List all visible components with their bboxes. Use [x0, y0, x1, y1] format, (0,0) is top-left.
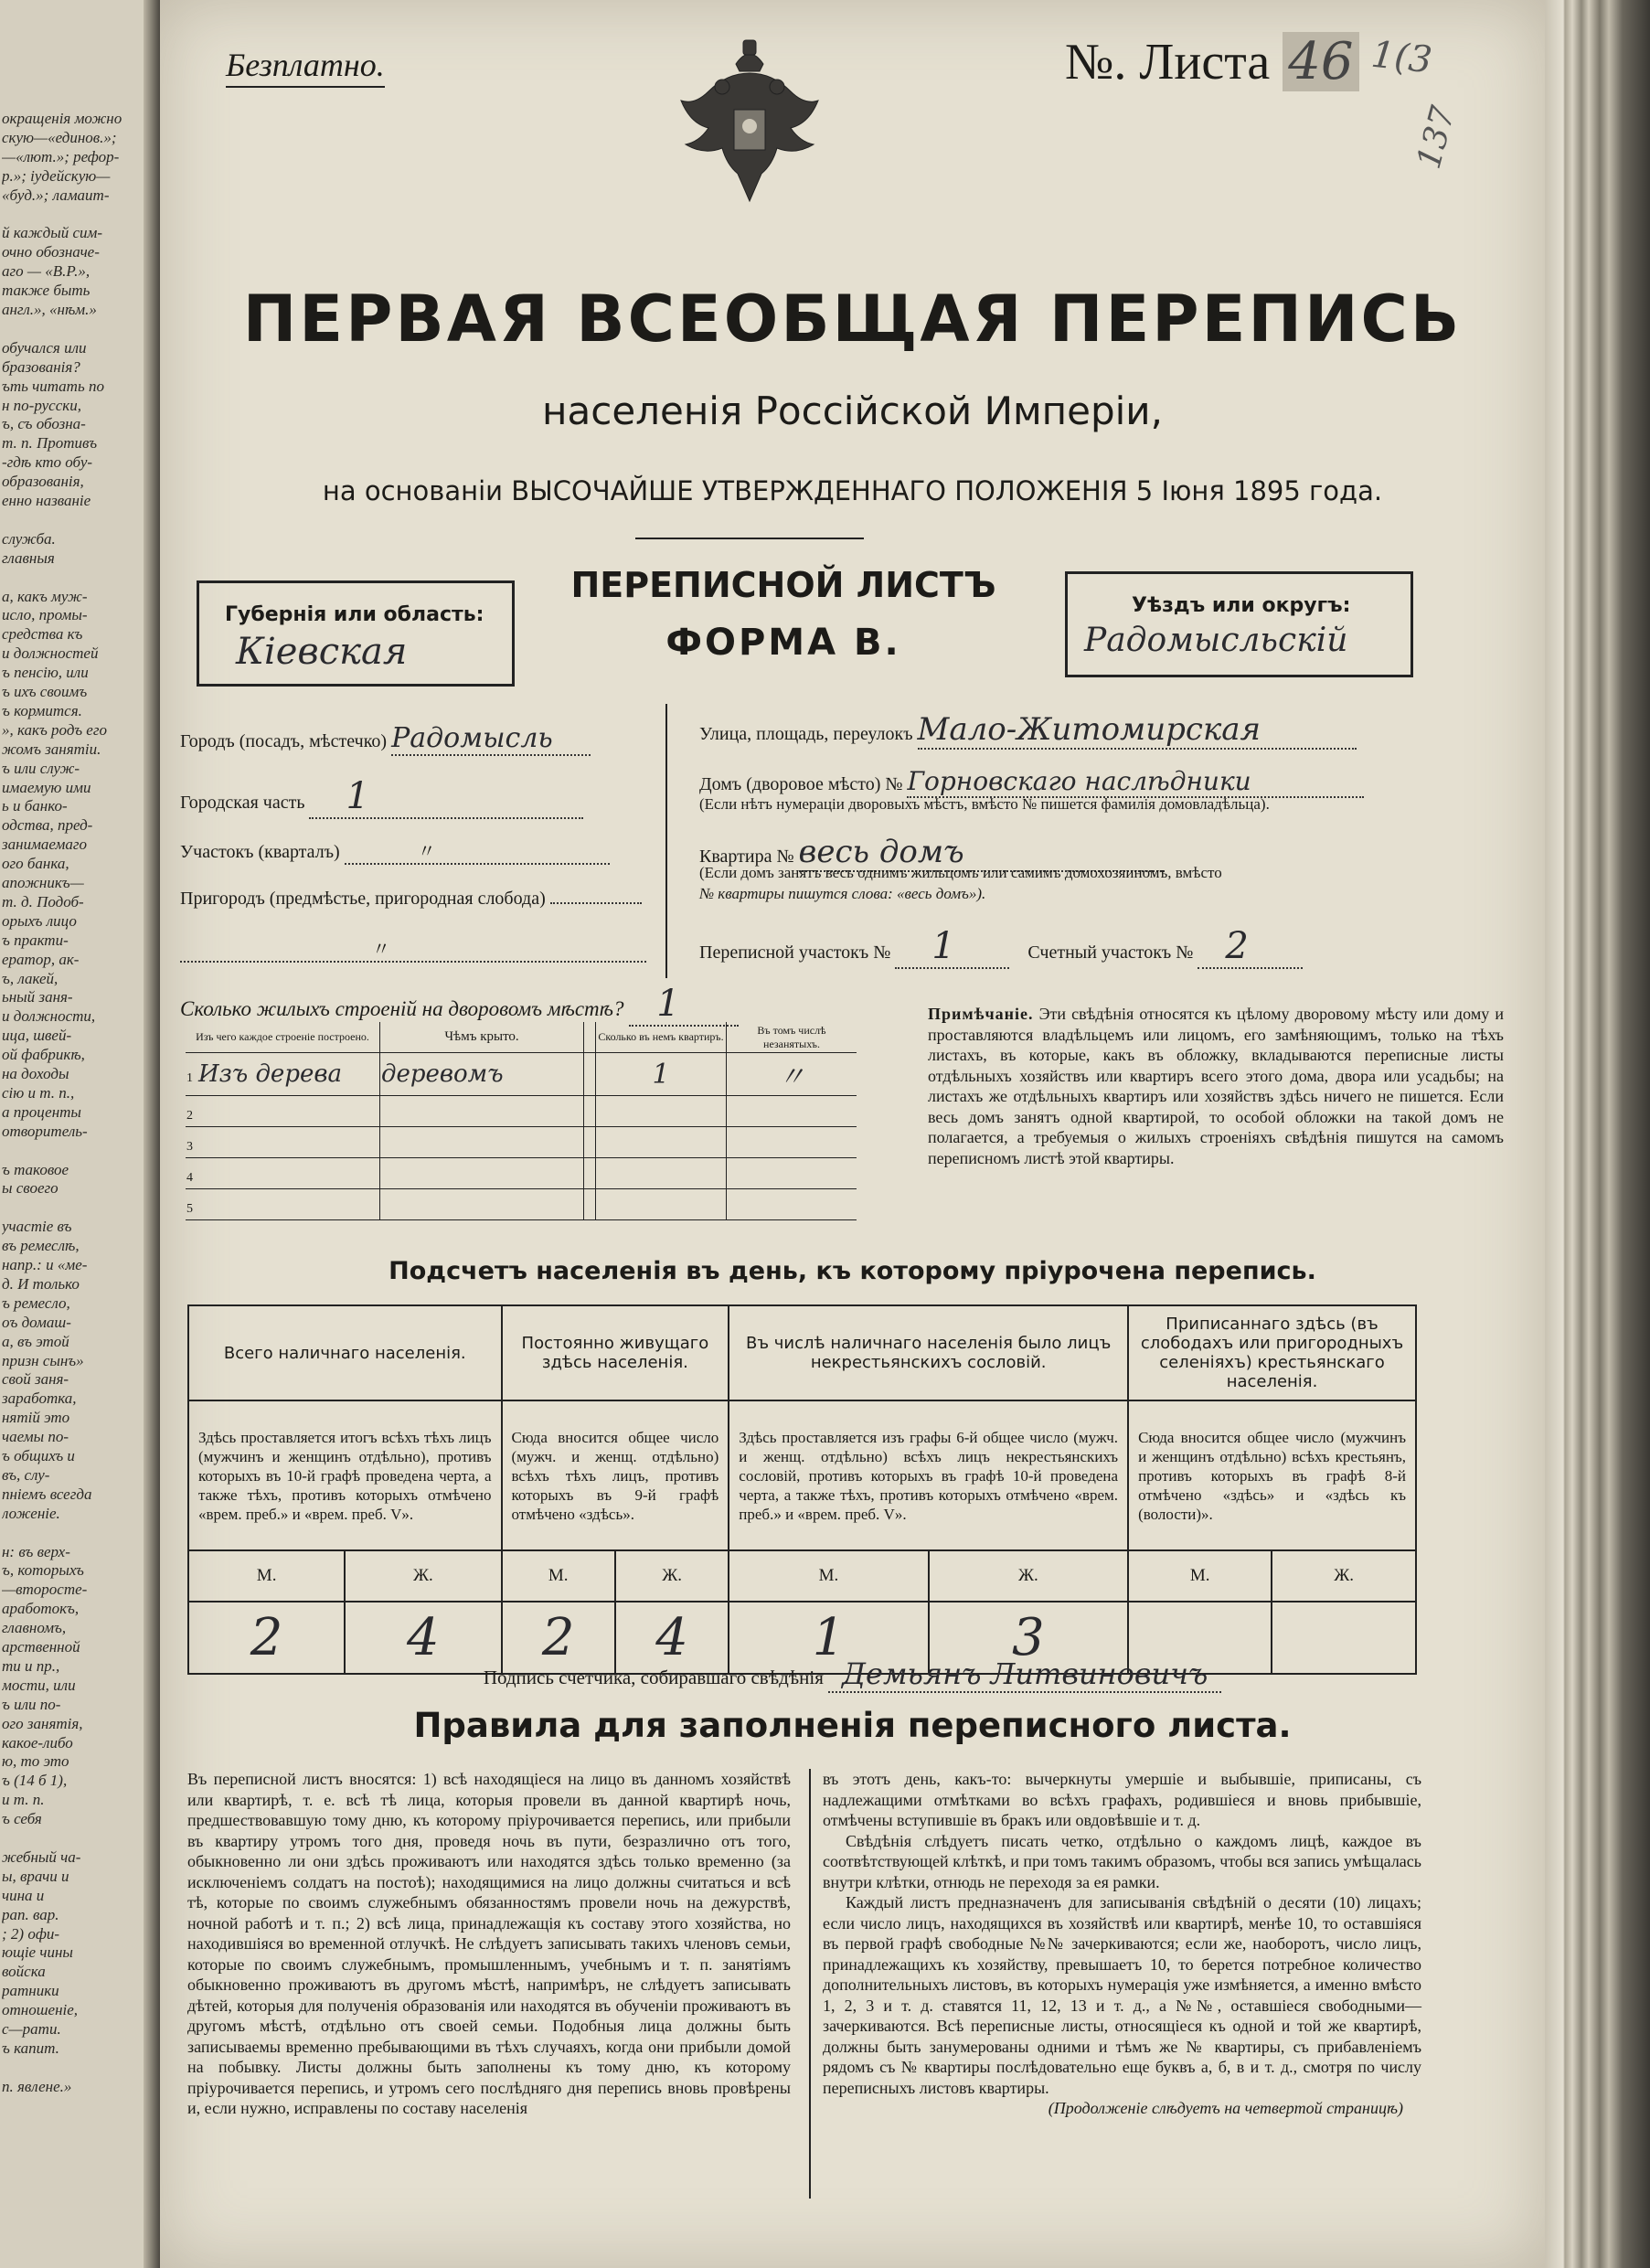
suburb-value: 〃: [372, 940, 390, 960]
building-roof-value: деревомъ: [381, 1060, 504, 1088]
count-column-head: Постоянно живущаго здѣсь населенія.: [502, 1305, 729, 1400]
building-flats: [596, 1158, 727, 1189]
left-page-line: й каждый сим-: [2, 224, 103, 242]
spacer: [584, 1189, 596, 1220]
left-page-line: р.»; іудейскую—: [2, 166, 111, 185]
male-count: 1: [729, 1602, 928, 1674]
house-note: (Если нѣтъ нумераціи дворовыхъ мѣстъ, вмѣсто № пишется фамилія домовладѣльца).: [699, 795, 1270, 813]
left-page-line: д. И только: [2, 1274, 80, 1293]
count-column-head: Всего наличнаго населенія.: [188, 1305, 502, 1400]
left-page-line: участіе въ: [2, 1218, 72, 1236]
uezd-box: [1065, 571, 1413, 677]
col-empty: Въ томъ числѣ незанятыхъ.: [727, 1022, 857, 1053]
left-page-line: свой заня-: [2, 1370, 69, 1389]
left-page-line: и должностей: [2, 644, 99, 663]
left-page-line: ющіе чины: [2, 1943, 73, 1962]
gubernia-box: [197, 580, 515, 687]
building-number-and-material: [186, 1189, 380, 1220]
signature-row: [160, 1656, 1545, 1693]
left-page-line: главныя: [2, 548, 55, 567]
left-page-line: какое-либо: [2, 1733, 73, 1752]
census-district-value: 1: [931, 925, 955, 967]
left-page-line: главномъ,: [2, 1619, 67, 1637]
left-page-line: ъ (14 б 1),: [2, 1772, 68, 1790]
rules-col1-text: Въ переписной листъ вносятся: 1) всѣ находящіеся на лицо въ данномъ хозяйствѣ или квартирѣ, т. е. всѣ тѣ лица, которыя провели въ данной квартирѣ ночь, предшествовавшую тому дню, къ которому пріурочивается перепись, или прибыли въ квартиру утромъ того дня, проведя ночь въ пути, безразлично отъ того, обыкновенно ли они здѣсь проживаютъ или находятся здѣсь только временно (за исключеніемъ солдатъ на постоѣ); находящимися на лицо должны считаться и всѣ тѣ, которые по своимъ служебнымъ обязанностямъ провели ночь на дежурствѣ, ночной работѣ и т. п.; 2) всѣ лица, принадлежащія къ составу этого хозяйства, но находившіяся во временной отлучкѣ. Не слѣдуетъ записывать такихъ членовъ семьи, которые по своимъ служебнымъ, промышленнымъ, учебнымъ и т. п. занятіямъ обыкновенно проживаютъ въ другомъ мѣстѣ, напримѣръ, не слѣдуетъ записывать дѣтей, которыя для полученія образованія или находятся въ обученіи проживаютъ въ другомъ мѣстѣ, отдѣльно отъ своей семьи. Подобныя лица должны быть записываемы временно пребывающими въ тѣхъ случаяхъ, когда они прибыли домой на побывку. Листы должны быть заполнены къ тому дню, къ которому пріурочивается перепись, и утромъ сего послѣдняго дня перепись вновь провѣрены и, если нужно, исправлены по составу населенія: [187, 1770, 791, 2117]
building-roof: [380, 1189, 584, 1220]
left-page-line: окращенія можно: [2, 110, 122, 127]
left-page-line: чаемы по-: [2, 1428, 69, 1446]
city-row: [180, 722, 591, 756]
signature-label: Подпись счетчика, собиравшаго свѣдѣнія: [483, 1666, 824, 1688]
counting-district-value: 2: [1225, 925, 1249, 967]
left-page-line: ъть читать по: [2, 377, 104, 395]
section-row: [180, 836, 610, 865]
spacer: [584, 1096, 596, 1127]
left-page-line: въ ремеслѣ,: [2, 1237, 80, 1255]
female-count: 3: [929, 1602, 1128, 1674]
left-page-line: мости, или: [2, 1676, 76, 1694]
rules-title: Правила для заполненія переписного листа.: [413, 1706, 1292, 1745]
form-type: ФОРМА В.: [665, 622, 901, 664]
left-page-line: ъ или служ-: [2, 759, 80, 777]
note-label: Примѣчаніе.: [928, 1005, 1034, 1023]
building-row: [186, 1189, 857, 1220]
female-label: Ж.: [345, 1550, 501, 1602]
building-number: 5: [186, 1201, 193, 1216]
house-row: [699, 766, 1364, 798]
part-row: [180, 775, 583, 819]
left-page-line: ого банка,: [2, 855, 69, 873]
street-row: [699, 711, 1357, 750]
left-page-line: заработка,: [2, 1390, 77, 1408]
sheet-number-label: №. Листа: [1065, 34, 1271, 91]
left-page-line: служба.: [2, 529, 56, 548]
decree-line: на основаніи ВЫСОЧАЙШЕ УТВЕРЖДЕННАГО ПОЛОЖЕНІЯ 5 Іюня 1895 года.: [322, 475, 1383, 506]
building-row: [186, 1096, 857, 1127]
male-count: 2: [188, 1602, 345, 1674]
building-number-and-material: [186, 1053, 380, 1096]
building-empty: [727, 1127, 857, 1158]
left-page-line: нятій это: [2, 1409, 70, 1427]
female-label: Ж.: [1272, 1550, 1416, 1602]
left-page-line: », какъ родъ его: [2, 720, 107, 739]
left-page-line: ого занятія,: [2, 1714, 83, 1732]
population-count-table: [187, 1304, 1417, 1675]
left-page-line: н: въ верх-: [2, 1542, 70, 1560]
building-number: 1: [186, 1071, 193, 1085]
left-page-line: ложеніе.: [2, 1504, 60, 1522]
left-page-line: исло, промы-: [2, 606, 88, 624]
signature-value: Демьянъ Литвиновичъ: [841, 1656, 1208, 1691]
count-heading: Подсчетъ населенія въ день, къ которому пріурочена перепись.: [389, 1257, 1316, 1285]
left-page-line: т. д. Подоб-: [2, 892, 84, 910]
rules-col2-para2: Свѣдѣнія слѣдуетъ писать четко, отдѣльно о каждомъ лицѣ, каждое въ соотвѣтствующей клѣткѣ, и при томъ такимъ образомъ, чтобы вся запись умѣщалась внутри клѣтки, отнюдь не переходя за ея рамки.: [823, 1831, 1421, 1891]
left-page-line: т. п. Противъ: [2, 434, 98, 453]
rules-col2-para1: въ этотъ день, какъ-то: вычеркнуты умершіе и выбывшіе, приписаны, съ надлежащими отмѣтками во всѣхъ графахъ, родившіеся и вновь прибывшіе, отмѣчены вступившіе въ бракъ или овдовѣвшіе и т. д.: [823, 1770, 1421, 1829]
left-page-line: одства, пред-: [2, 816, 93, 835]
part-label: Городская часть: [180, 793, 305, 813]
left-page-line: отворитель-: [2, 1122, 88, 1140]
left-page-line: жебный ча-: [2, 1847, 81, 1866]
left-page-line: —«лют.»; рефор-: [2, 147, 120, 165]
male-label: М.: [1128, 1550, 1272, 1602]
left-page-line: ьный заня-: [2, 988, 73, 1006]
left-page-line: апожникъ—: [2, 874, 84, 891]
uezd-label: Уѣздъ или округъ:: [1132, 594, 1351, 617]
rules-column-1: [187, 1769, 791, 2119]
city-value: Радомысль: [391, 722, 553, 754]
left-page-line: ъ кормится.: [2, 701, 82, 719]
left-page-line: —второсте-: [2, 1581, 88, 1599]
left-page-line: ъ пенсію, или: [2, 664, 89, 682]
left-page-line: скую—«единов.»;: [2, 128, 117, 146]
left-page-line: енно названіе: [2, 492, 91, 509]
address-separator: [665, 704, 667, 978]
building-empty: [727, 1053, 857, 1096]
left-page-line: и должности,: [2, 1007, 96, 1026]
left-page-fragment: [0, 0, 160, 2268]
divider: [635, 538, 864, 539]
building-number: 4: [186, 1170, 193, 1185]
count-column-desc: Сюда вносится общее число (мужчинъ и женщинъ отдѣльно) всѣхъ крестьянъ, противъ которыхъ въ графѣ 8-й отмѣчено «здѣсь» и «здѣсь къ (волости)».: [1128, 1400, 1416, 1550]
left-page-line: арственной: [2, 1638, 80, 1656]
flat-note-2: № квартиры пишутся слова: «весь домъ»).: [699, 885, 986, 902]
male-label: М.: [502, 1550, 615, 1602]
left-page-line: чина и: [2, 1886, 45, 1904]
buildings-note: [928, 1004, 1504, 1168]
form-heading: ПЕРЕПИСНОЙ ЛИСТЪ: [570, 565, 996, 605]
building-flats: [596, 1096, 727, 1127]
buildings-answer: 1: [656, 983, 680, 1025]
left-page-line: имаемую ими: [2, 778, 91, 796]
building-row: [186, 1158, 857, 1189]
buildings-question-row: [180, 983, 739, 1027]
building-number-and-material: [186, 1127, 380, 1158]
house-label: Домъ (дворовое мѣсто) №: [699, 774, 903, 794]
building-number: 3: [186, 1139, 193, 1154]
left-page-line: образованія,: [2, 473, 84, 491]
left-page-line: очно обозначе-: [2, 243, 100, 261]
left-page-line: ъ, которыхъ: [2, 1561, 84, 1580]
left-page-line: занимаемаго: [2, 836, 88, 854]
spacer: [584, 1053, 596, 1096]
page-title: ПЕРВАЯ ВСЕОБЩАЯ ПЕРЕПИСЬ: [242, 282, 1463, 357]
uezd-value: Радомысльскій: [1084, 622, 1348, 659]
district-row: [699, 925, 1303, 969]
left-page-line: -гдѣ кто обу-: [2, 453, 93, 472]
female-count: 4: [615, 1602, 729, 1674]
flat-note-1: (Если домъ занятъ весь однимъ жильцомъ или самимъ домохозяиномъ, вмѣсто: [699, 864, 1222, 881]
left-page-line: войска: [2, 1963, 46, 1981]
margin-annotation-1: 1(3: [1368, 33, 1434, 82]
flat-value: весь домъ: [798, 834, 964, 870]
count-column-head: Въ числѣ наличнаго населенія было лицъ некрестьянскихъ сословій.: [729, 1305, 1128, 1400]
left-page-line: а, въ этой: [2, 1332, 69, 1350]
left-page-line: рап. вар.: [2, 1905, 59, 1923]
left-page-line: ъ капит.: [2, 2039, 59, 2057]
double-headed-eagle-icon: [672, 37, 827, 210]
continuation-note: (Продолженіе слѣдуетъ на четвертой страницѣ): [1048, 2099, 1403, 2117]
building-roof: [380, 1053, 584, 1096]
left-page-line: ъ практи-: [2, 931, 69, 949]
male-label: М.: [729, 1550, 928, 1602]
left-page-line: на доходы: [2, 1065, 69, 1082]
male-count: 2: [502, 1602, 615, 1674]
building-row: [186, 1053, 857, 1096]
sheet-number-value: 46: [1283, 32, 1358, 91]
buildings-question: Сколько жилыхъ строеній на дворовомъ мѣстѣ?: [180, 997, 624, 1020]
left-page-line: с—рати.: [2, 2020, 61, 2038]
col-roof: Чѣмъ крыто.: [380, 1022, 584, 1053]
col-material: Изъ чего каждое строеніе построено.: [186, 1022, 380, 1053]
male-label: М.: [188, 1550, 345, 1602]
building-row: [186, 1127, 857, 1158]
left-page-line: ю, то это: [2, 1752, 69, 1771]
left-page-line: ератор, ак-: [2, 950, 80, 968]
left-page-line: ой фабрикѣ,: [2, 1046, 85, 1064]
left-page-line: сію и т. п.,: [2, 1083, 75, 1102]
free-label: Безплатно.: [226, 46, 385, 88]
building-empty: [727, 1189, 857, 1220]
street-label: Улица, площадь, переулокъ: [699, 724, 913, 744]
gubernia-value: Кіевская: [236, 631, 408, 673]
building-flats: [596, 1189, 727, 1220]
left-page-line: ти и пр.,: [2, 1656, 60, 1675]
building-flats-value: 1: [652, 1058, 670, 1091]
left-page-line: ъ общихъ и: [2, 1447, 75, 1464]
building-empty: [727, 1158, 857, 1189]
suburb-row: [180, 889, 642, 910]
left-page-line: ъ, лакей,: [2, 969, 59, 987]
spacer: [584, 1127, 596, 1158]
left-page-line: ъ себя: [2, 1810, 42, 1828]
city-label: Городъ (посадъ, мѣстечко): [180, 731, 388, 751]
house-value: Горновскаго наслѣдники: [907, 766, 1251, 796]
section-label: Участокъ (кварталъ): [180, 842, 340, 862]
left-page-line: въ, слу-: [2, 1465, 50, 1484]
left-page-line: аработокъ,: [2, 1600, 80, 1618]
left-page-line: обучался или: [2, 338, 87, 357]
building-number-and-material: [186, 1158, 380, 1189]
female-label: Ж.: [615, 1550, 729, 1602]
building-number-and-material: [186, 1096, 380, 1127]
left-page-line: средства къ: [2, 625, 83, 644]
left-page-line: ратники: [2, 1982, 59, 2000]
count-column-head: Приписаннаго здѣсь (въ слободахъ или пригородныхъ селеніяхъ) крестьянскаго населенія.: [1128, 1305, 1416, 1400]
page-gutter: [144, 0, 160, 2268]
left-page-line: жомъ занятіи.: [2, 740, 101, 758]
rules-separator: [809, 1769, 811, 2199]
left-page-line: отношеніе,: [2, 2001, 79, 2019]
buildings-table: [186, 1022, 857, 1220]
left-page-line: напр.: и «ме-: [2, 1256, 88, 1273]
building-number: 2: [186, 1108, 193, 1123]
female-label: Ж.: [929, 1550, 1128, 1602]
left-page-line: и т. п.: [2, 1791, 45, 1809]
left-page-line: пніемъ всегда: [2, 1485, 92, 1503]
left-page-line: а проценты: [2, 1102, 81, 1121]
left-page-line: ъ ихъ своимъ: [2, 683, 88, 700]
left-page-line: «буд.»; ламаит-: [2, 186, 110, 204]
building-roof: [380, 1127, 584, 1158]
left-page-line: н по-русски,: [2, 396, 81, 414]
count-column-desc: Здѣсь проставляется изъ графы 6-й общее число (мужч. и женщ. отдѣльно) всѣхъ лицъ некрестьянскихъ сословій, противъ которыхъ въ графѣ 10-й проведена черта, а также тѣхъ, противъ которыхъ отмѣчено «врем. преб.» и «врем. преб. V».: [729, 1400, 1128, 1550]
census-sheet: [160, 0, 1545, 2268]
female-count: 4: [345, 1602, 501, 1674]
left-page-line: ъ ремесло,: [2, 1294, 70, 1312]
rules-col2-para3: Каждый листъ предназначенъ для записыванія свѣдѣній о десяти (10) лицахъ; если число лицъ, находящихся въ хозяйствѣ или квартирѣ, менѣе 10, то оставшіяся въ первой графѣ свободные №№ зачеркиваются; если же, наоборотъ, число лицъ, принадлежащихъ къ хозяйству, превышаетъ 10, то берется потребное количество дополнительныхъ листовъ, въ которыхъ нумерація уже измѣняется, а именно вмѣсто 1, 2, 3 и т. д. ставятся 11, 12, 13 и т. д., а №№, оставшіеся свободными—зачеркиваются. Всѣ переписные листы, относящіеся къ одной и той же квартирѣ, должны быть занумерованы одними и тѣмъ же № квартиры, съ прибавленіемъ рядомъ съ № квартиры послѣдовательно еще буквъ а, б, в и т. д., смотря по числу переписныхъ листовъ квартиры.: [823, 1893, 1421, 2097]
section-value: 〃: [417, 842, 436, 862]
suburb-label: Пригородъ (предмѣстье, пригородная слобода): [180, 889, 546, 909]
margin-annotation-2: 137: [1410, 102, 1464, 173]
part-value: 1: [346, 775, 369, 817]
left-page-line: ъ или по-: [2, 1695, 61, 1713]
left-page-line: оъ домаш-: [2, 1313, 71, 1331]
page-stack-edge: [1545, 0, 1650, 2268]
building-roof: [380, 1096, 584, 1127]
left-page-line: ; 2) офи-: [2, 1924, 60, 1943]
left-page-line: англ.», «нѣм.»: [2, 301, 97, 318]
note-text: Эти свѣдѣнія относятся къ цѣлому дворовому мѣсту или дому и проставляются владѣльцемъ или лицомъ, его замѣняющимъ, только на тѣхъ листахъ, въ которые, какъ въ обложку, вкладываются переписные листы отдѣльныхъ хозяйствъ или квартиръ всего этого дома, двора или усадьбы; на листахъ же отдѣльныхъ квартиръ или хозяйствъ здѣсь ничего не пишется. Если весь домъ занятъ одной квартирой, то особой обложки на такой домъ не полагается, а требуемыя о жилыхъ строеніяхъ свѣдѣнія пишутся на самомъ переписномъ листѣ этой квартиры.: [928, 1005, 1504, 1167]
left-page-line: аго — «В.Р.»,: [2, 262, 90, 281]
building-flats: [596, 1053, 727, 1096]
left-page-line: ица, швей-: [2, 1027, 72, 1045]
left-page-line: также быть: [2, 282, 90, 300]
rules-column-2: [823, 1769, 1421, 2119]
census-district-label: Переписной участокъ №: [699, 942, 891, 963]
left-page-line: ъ таковое: [2, 1160, 69, 1178]
building-roof: [380, 1158, 584, 1189]
building-flats: [596, 1127, 727, 1158]
gubernia-label: Губернія или область:: [225, 603, 484, 626]
counting-district-label: Счетный участокъ №: [1027, 942, 1194, 963]
left-page-line: ы, врачи и: [2, 1867, 69, 1885]
count-column-desc: Сюда вносится общее число (мужч. и женщ. отдѣльно) всѣхъ тѣхъ лицъ, противъ которыхъ въ 9-й графѣ отмѣчено «здѣсь».: [502, 1400, 729, 1550]
col-flats: Сколько въ немъ квартиръ.: [596, 1022, 727, 1053]
building-empty: [727, 1096, 857, 1127]
left-page-line: п. явлене.»: [2, 2077, 72, 2095]
page-subtitle: населенія Россійской Имперіи,: [542, 389, 1163, 433]
left-page-line: орыхъ лицо: [2, 911, 77, 930]
left-page-line: бразованія?: [2, 357, 80, 376]
left-page-line: ы своего: [2, 1179, 59, 1198]
count-column-desc: Здѣсь проставляется итогъ всѣхъ тѣхъ лицъ (мужчинъ и женщинъ отдѣльно), противъ которыхъ въ 10-й графѣ проведена черта, а также тѣхъ, противъ которыхъ отмѣчено «врем. преб.» и «врем. преб. V».: [188, 1400, 502, 1550]
left-page-line: ь и банко-: [2, 797, 68, 815]
left-page-line: а, какъ муж-: [2, 587, 88, 605]
building-material: Изъ дерева: [198, 1060, 342, 1088]
building-empty-value: 〃: [778, 1061, 805, 1093]
left-page-line: ъ, съ обозна-: [2, 415, 86, 433]
street-value: Мало-Житомирская: [917, 711, 1261, 748]
spacer: [584, 1158, 596, 1189]
suburb-value-row: [180, 934, 646, 963]
flat-label: Квартира №: [699, 847, 794, 867]
left-page-line: призн сынъ»: [2, 1351, 84, 1369]
sheet-number: [1065, 32, 1359, 91]
